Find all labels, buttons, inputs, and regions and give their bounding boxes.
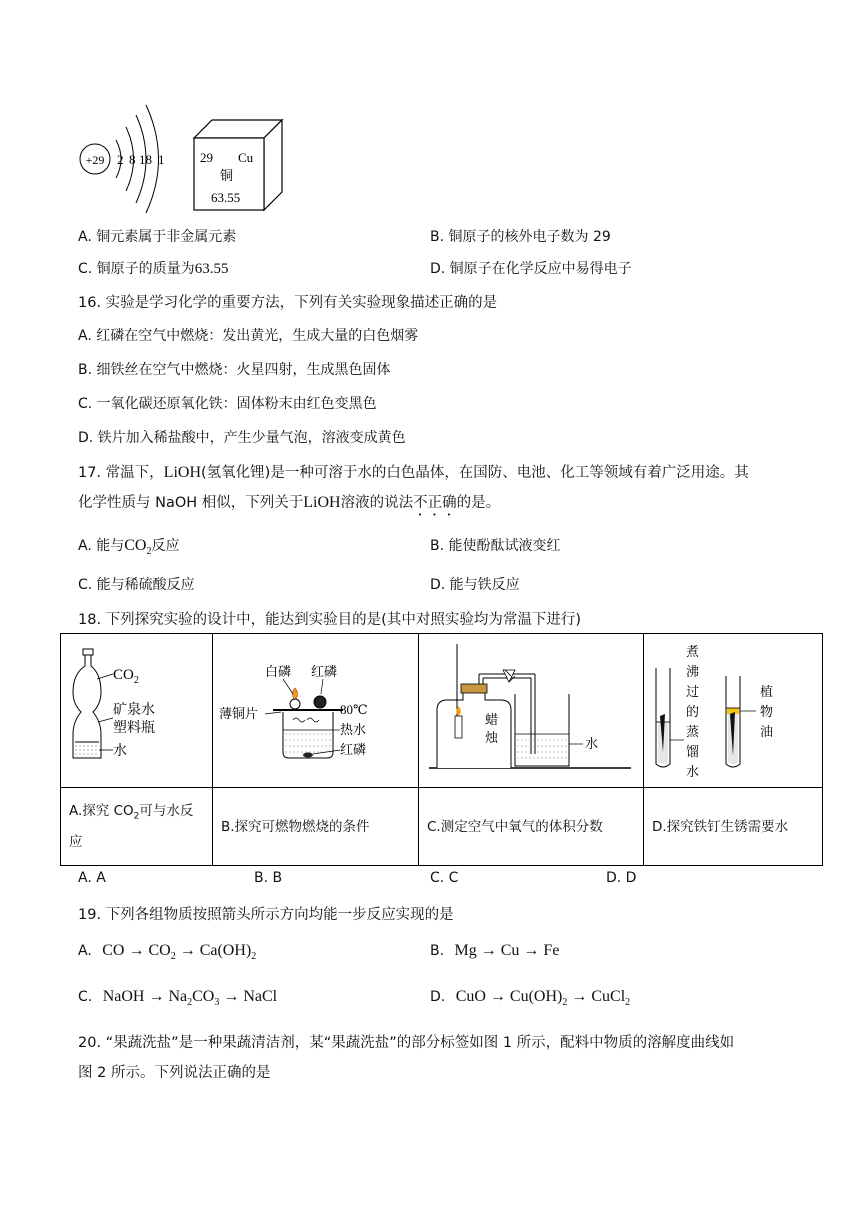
q17-text-e: 的是。 [456,495,501,511]
q17-option-a [78,535,179,557]
q19-option-d [430,988,630,1008]
q18-caption-a-text: A.探究 CO [69,802,134,819]
element-mass: 63.55 [211,190,241,205]
q17-option-d: D. 能与铁反应 [430,577,520,593]
q16-option-b: B. 细铁丝在空气中燃烧：火星四射，生成黑色固体 [78,362,391,378]
fig-b-white-p-label: 白磷 [265,664,292,679]
q18-caption-b: B.探究可燃物燃烧的条件 [213,788,419,866]
q17-stem-line1 [78,461,749,482]
q19-option-c-chain: NaOH → $Na_2CO_3$ → NaCl [102,988,278,1009]
q17-option-a-formula: CO [124,537,147,554]
fig-b-red-p-label: 红磷 [311,664,338,679]
q19-option-d-chain: CuO → $Cu(OH)_2$ → CuCl$_2$ [455,988,631,1009]
q18-caption-a-sub: 2 [133,811,140,822]
shell-2-electrons: 8 [129,152,136,167]
fig-c-water-label: 水 [585,736,599,751]
q15-option-c [78,258,228,278]
fig-b-copper-label: 薄铜片 [219,706,259,721]
shell-1-electrons: 2 [117,152,124,167]
q16-option-c: C. 一氧化碳还原氧化铁：固体粉末由红色变黑色 [78,396,377,412]
q15-option-d: D. 铜原子在化学反应中易得电子 [430,261,632,277]
phosphorus-combustion-figure [213,634,418,783]
q17-stem-line2 [78,491,500,519]
q18-caption-a-line2: 应 [69,834,83,851]
q15-option-b: B. 铜原子的核外电子数为 29 [430,229,611,245]
q19-option-d-label: D. [430,989,446,1005]
atom-nucleus-label: +29 [85,153,105,167]
element-name: 铜 [220,168,234,183]
q18-answer-b: B. B [254,870,283,886]
q19-option-b-label: B. [430,943,445,959]
copper-atom-structure-diagram [78,100,173,218]
q16-stem: 16. 实验是学习化学的重要方法，下列有关实验现象描述正确的是 [78,295,498,311]
q17-text-b: (氢氧化锂)是一种可溶于水的白色晶体，在国防、电池、化工等领域有着广泛用途。其 [201,465,749,481]
q15-option-c-value: 63.55 [194,261,229,277]
q18-answer-d: D. D [606,870,637,886]
q17-formula-lioh: LiOH [163,464,201,481]
q18-caption-d: D.探究铁钉生锈需要水 [644,788,823,866]
fig-a-gas-sub: 2 [133,675,139,686]
fig-c-candle-label-2: 烛 [485,730,499,745]
q19-option-a-chain: CO → $CO_2 \to Ca(OH)_2$ [102,942,257,963]
fig-a-gas: CO [113,667,134,683]
q19-option-a-label: A. [78,943,92,959]
q17-option-b: B. 能使酚酞试液变红 [430,538,561,554]
q19-option-b-chain: Mg → Cu → Fe [454,942,560,959]
q17-text-a: 17. 常温下， [78,465,164,481]
q18-stem: 18. 下列探究实验的设计中，能达到实验目的是(其中对照实验均为常温下进行) [78,612,581,628]
q15-option-c-text: C. 铜原子的质量为 [78,261,195,277]
q17-text-c: 化学性质与 NaOH 相似，下列关于 [78,495,304,511]
q20-stem-line1: 20. “果蔬洗盐”是一种果蔬清洁剂，某“果蔬洗盐”的部分标签如图 1 所示，配料中物质的溶解度曲线如 [78,1035,735,1051]
q19-option-c-label: C. [78,989,93,1005]
q18-figure-c-cell [419,634,644,788]
shell-4-electrons: 1 [158,152,165,167]
fig-a-bottle-label-2: 塑料瓶 [113,721,155,736]
copper-element-cube [192,118,284,214]
fig-b-temp-label: 80℃ [340,702,368,717]
element-number: 29 [200,150,213,165]
q17-option-a-suffix: 反应 [151,538,180,554]
svg-text:CO2 [113,667,139,686]
fig-b-red-p2-label: 红磷 [340,742,367,757]
q17-formula-lioh-2: LiOH [303,494,341,511]
fig-b-hot-water-label: 热水 [340,722,367,737]
fig-d-oil-label: 植 物 油 [760,684,774,739]
q18-figure-b-cell [213,634,419,788]
iron-nail-rust-figure [644,634,822,783]
q17-emphasis: 不正确 [413,495,457,511]
fig-a-water-label: 水 [113,744,127,759]
co2-bottle-figure [61,634,212,783]
fig-c-candle-label-1: 蜡 [485,712,499,727]
q18-caption-c: C.测定空气中氧气的体积分数 [419,788,644,866]
q16-option-a: A. 红磷在空气中燃烧：发出黄光，生成大量的白色烟雾 [78,328,419,344]
q15-option-a: A. 铜元素属于非金属元素 [78,229,237,245]
q18-figure-d-cell [644,634,823,788]
q18-figure-a-cell [61,634,213,788]
q16-option-d: D. 铁片加入稀盐酸中，产生少量气泡，溶液变成黄色 [78,430,406,446]
q17-text-d: 溶液的说法 [340,495,414,511]
fig-d-boiled-label: 煮 沸 过 的 蒸 馏 水 [686,644,700,779]
shell-3-electrons: 18 [139,152,152,167]
q19-option-c [78,988,277,1008]
fig-a-bottle-label-1: 矿泉水 [113,703,155,718]
q20-stem-line2: 图 2 所示。下列说法正确的是 [78,1065,271,1081]
q17-option-c: C. 能与稀硫酸反应 [78,577,195,593]
q18-experiment-table [60,633,823,866]
q17-option-a-sub: 2 [146,545,152,557]
q19-stem: 19. 下列各组物质按照箭头所示方向均能一步反应实现的是 [78,907,454,923]
q19-option-b [430,942,559,960]
q18-answer-a: A. A [78,870,106,886]
oxygen-volume-figure [419,634,643,783]
q19-option-a [78,942,256,962]
q17-option-a-text: A. 能与 [78,538,125,554]
element-symbol: Cu [238,150,254,165]
q18-caption-a [61,788,213,866]
q18-caption-a-text-2: 可与水反 [139,802,194,819]
q18-answer-c: C. C [430,870,459,886]
